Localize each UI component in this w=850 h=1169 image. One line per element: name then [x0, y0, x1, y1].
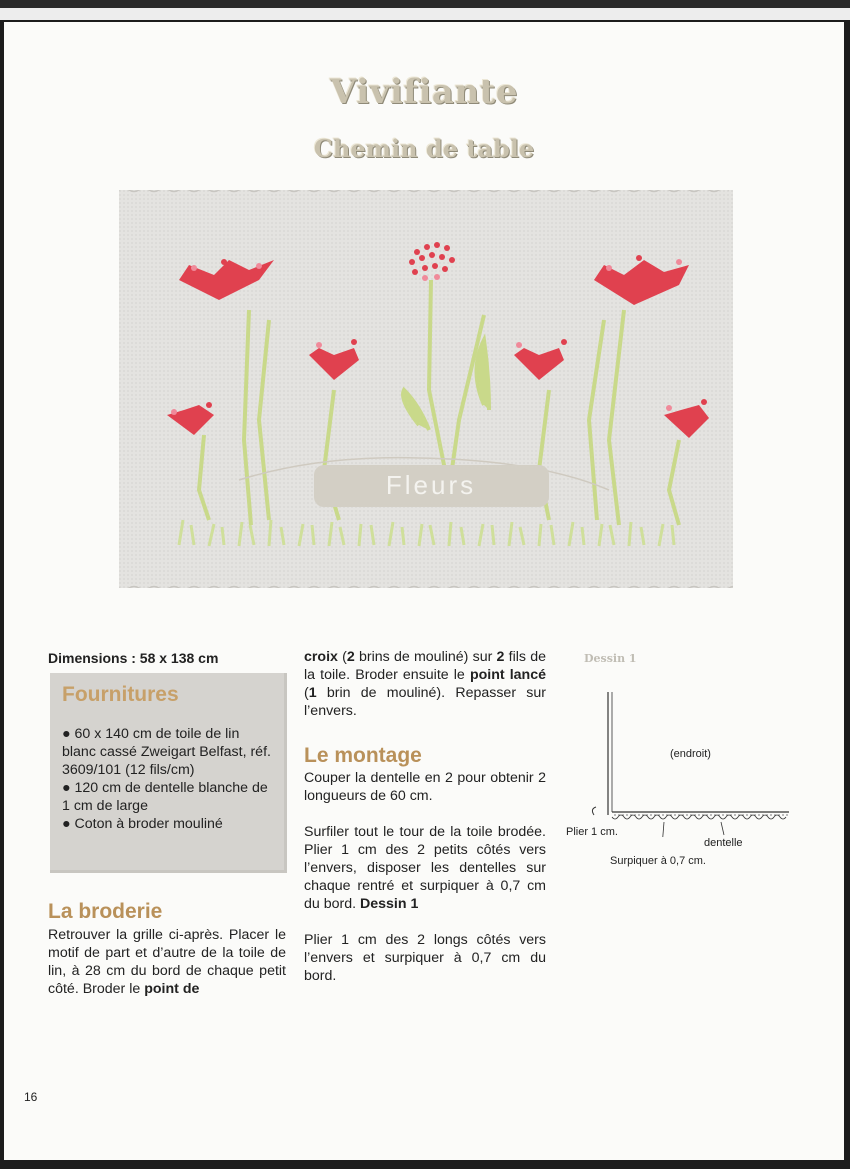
text: ( [337, 649, 347, 665]
scan-top-border [0, 0, 850, 8]
dimensions: Dimensions : 58 x 138 cm [48, 650, 219, 666]
montage-paragraph [304, 823, 546, 913]
montage-heading: Le montage [304, 744, 422, 767]
text-bold: 2 [346, 649, 355, 665]
text: brin de mouliné). Repasser sur l’envers. [304, 685, 546, 719]
diagram-label-endroit: (endroit) [670, 748, 711, 760]
table-runner-photo [119, 190, 733, 588]
fournitures-heading: Fournitures [62, 683, 179, 706]
diagram-label-dentelle: dentelle [704, 837, 743, 849]
diagram-drawing [564, 687, 794, 837]
montage-paragraph: Plier 1 cm des 2 longs côtés vers l’envers et surpiquer à 0,7 cm du bord. [304, 932, 546, 984]
page-title: Vivifiante [330, 72, 518, 112]
scan-top-strip [0, 8, 850, 20]
text: ( [304, 685, 309, 701]
fourniture-item: ● Coton à broder mouliné [62, 816, 223, 832]
broderie-bold: point de [144, 981, 200, 997]
broderie-heading: La broderie [48, 900, 163, 923]
fourniture-item: ● 120 cm de dentelle blanche de 1 cm de large [62, 780, 268, 814]
embroidered-word: Fleurs [385, 470, 477, 500]
text-bold: croix [304, 649, 338, 665]
text-bold: Dessin 1 [360, 896, 419, 912]
broderie-body: Retrouver la grille ci-après. Placer le motif de part et d’autre de la toile de lin, à 28 cm du bord de chaque petit côté. Broder le [48, 927, 286, 997]
fourniture-item: ● 60 x 140 cm de toile de lin blanc cassé Zweigart Belfast, réf. 3609/101 (12 fils/cm) [62, 726, 271, 778]
montage-text [304, 769, 546, 985]
document-page [4, 22, 844, 1160]
text: fils de la toile. Broder ensuite le [304, 649, 546, 683]
fournitures-box [50, 673, 287, 873]
montage-paragraph: Couper la dentelle en 2 pour obtenir 2 longueurs de 60 cm. [304, 770, 546, 804]
diagram-title: Dessin 1 [584, 652, 637, 665]
page-number: 16 [24, 1090, 38, 1104]
text-bold: point lancé [469, 667, 546, 683]
text-bold: 1 [308, 685, 317, 701]
diagram-label-plier: Plier 1 cm. [566, 826, 618, 838]
broderie-text [48, 926, 286, 998]
text-bold: 2 [496, 649, 505, 665]
text: brins de mouliné) sur [354, 649, 497, 665]
broderie-continued [304, 648, 546, 720]
page-subtitle: Chemin de table [313, 134, 535, 163]
text: Surfiler tout le tour de la toile brodée. Plier 1 cm des 2 petits côtés vers l’envers, disposer les dentelles sur chaque rentré et surpiquer à 0,7 cm du bord. [304, 824, 546, 912]
diagram-label-surpiquer: Surpiquer à 0,7 cm. [610, 855, 706, 867]
